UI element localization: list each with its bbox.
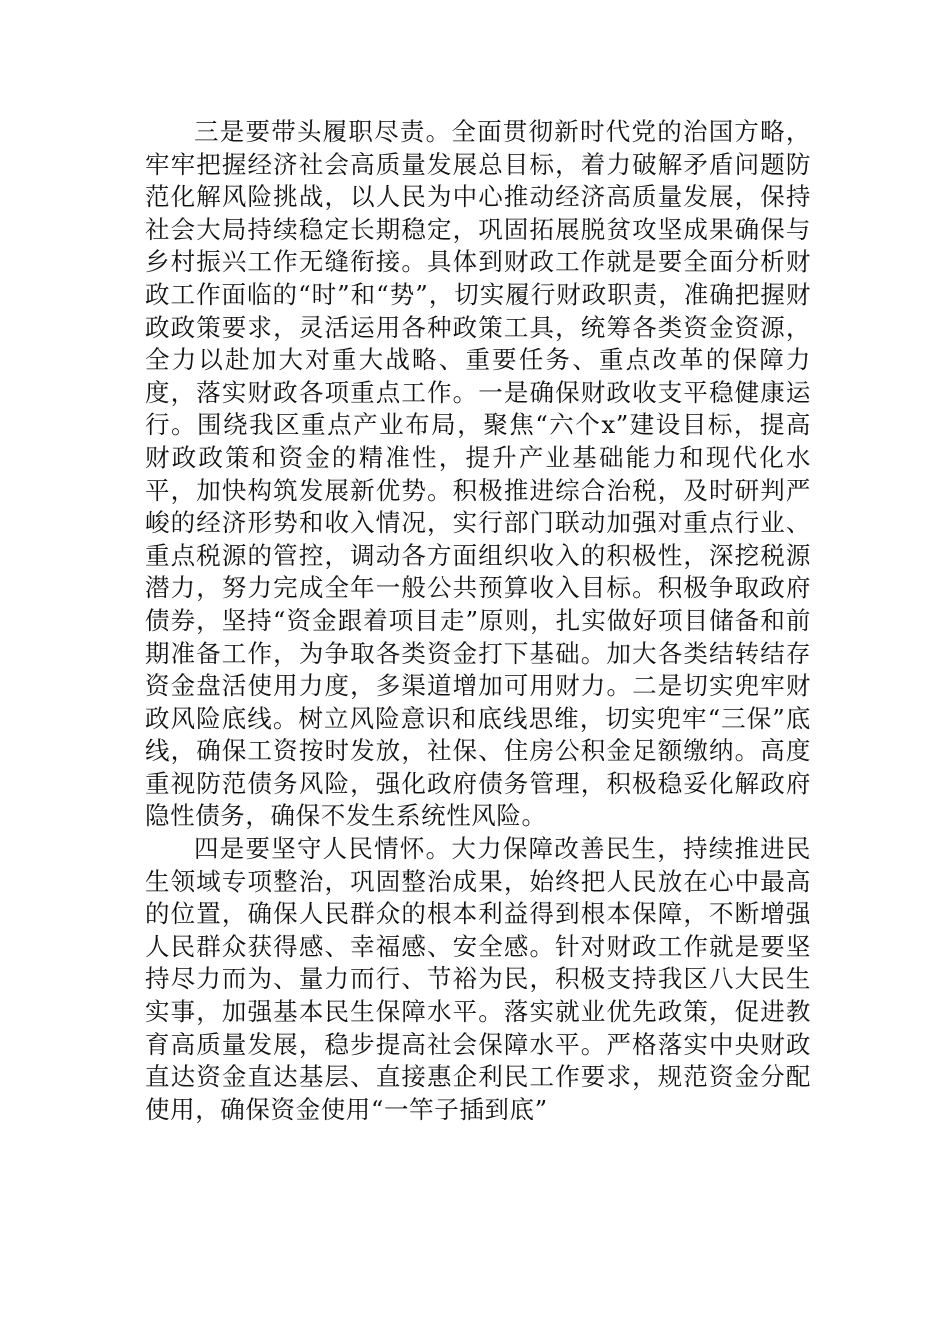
- paragraph-three: 三是要带头履职尽责。全面贯彻新时代党的治国方略，牢牢把握经济社会高质量发展总目标，着力破解矛盾问题防范化解风险挑战，以人民为中心推动经济高质量发展，保持社会大局持续稳定长期稳定，巩固拓展脱贫攻坚成果确保与乡村振兴工作无缝衔接。具体到财政工作就是要全面分析财政工作面临的“时”和“势”，切实履行财政职责，准确把握财政政策要求，灵活运用各种政策工具，统筹各类资金资源，全力以赴加大对重大战略、重要任务、重点改革的保障力度，落实财政各项重点工作。一是确保财政收支平稳健康运行。围绕我区重点产业布局，聚焦“六个x”建设目标，提高财政政策和资金的精准性，提升产业基础能力和现代化水平，加快构筑发展新优势。积极推进综合治税，及时研判严峻的经济形势和收入情况，实行部门联动加强对重点行业、重点税源的管控，调动各方面组织收入的积极性，深挖税源潜力，努力完成全年一般公共预算收入目标。积极争取政府债券，坚持“资金跟着项目走”原则，扎实做好项目储备和前期准备工作，为争取各类资金打下基础。加大各类结转结存资金盘活使用力度，多渠道增加可用财力。二是切实兜牢财政风险底线。树立风险意识和底线思维，切实兜牢“三保”底线，确保工资按时发放，社保、住房公积金足额缴纳。高度重视防范债务风险，强化政府债务管理，积极稳妥化解政府隐性债务，确保不发生系统性风险。: [145, 117, 811, 831]
- paragraph-four: 四是要坚守人民情怀。大力保障改善民生，持续推进民生领域专项整治，巩固整治成果，始终把人民放在心中最高的位置，确保人民群众的根本利益得到根本保障，不断增强人民群众获得感、幸福感、安全感。针对财政工作就是要坚持尽力而为、量力而行、节裕为民，积极支持我区八大民生实事，加强基本民生保障水平。落实就业优先政策，促进教育高质量发展，稳步提高社会保障水平。严格落实中央财政直达资金直达基层、直接惠企利民工作要求，规范资金分配使用，确保资金使用“一竿子插到底”: [145, 834, 811, 1124]
- document-body: [145, 116, 811, 1126]
